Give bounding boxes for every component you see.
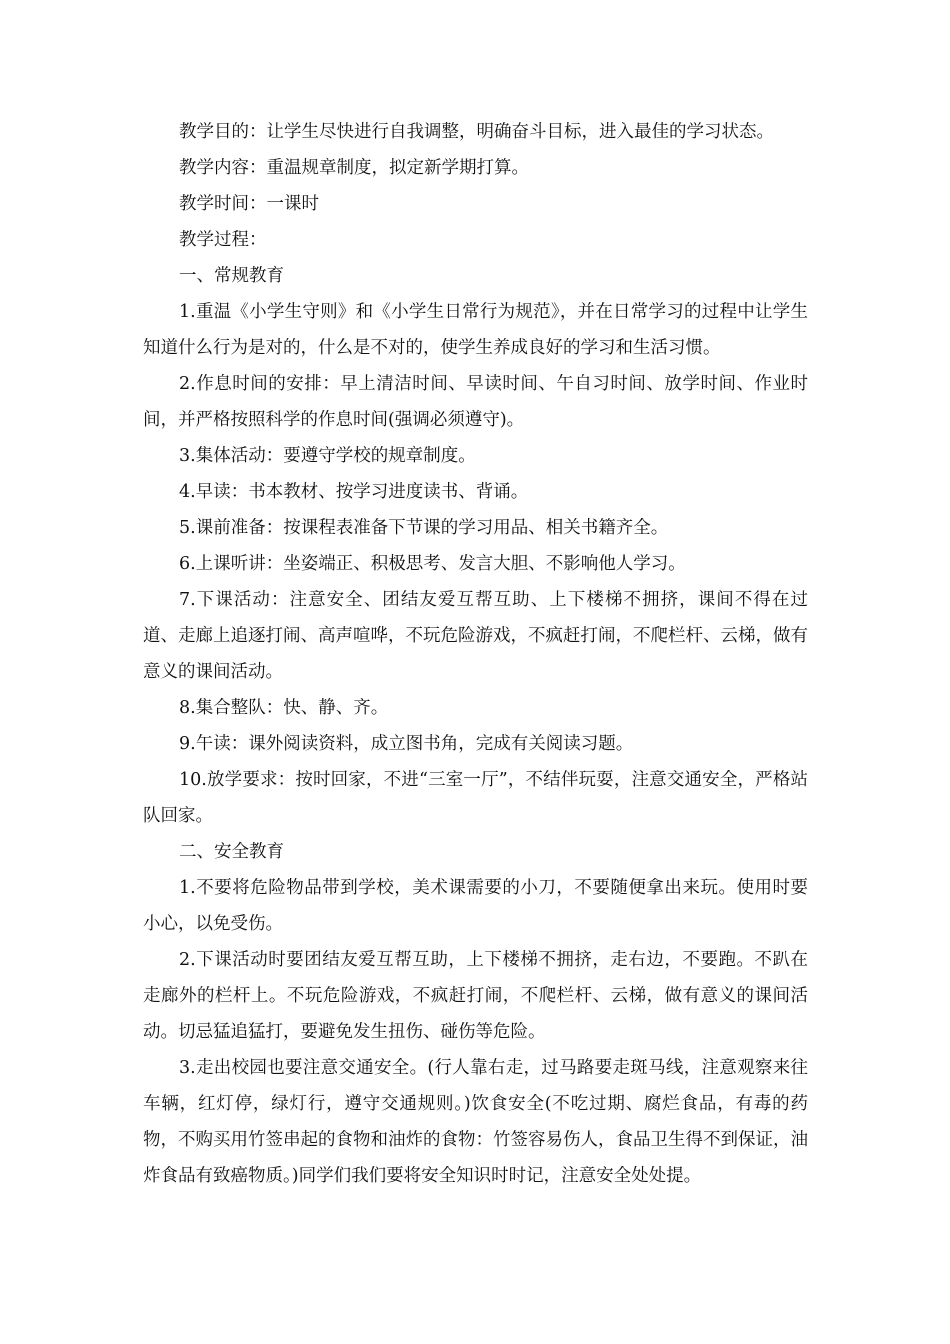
paragraph-teaching-process: 教学过程： — [179, 230, 267, 250]
section-heading-routine: 一、常规教育 — [179, 266, 284, 286]
list-item: 3.走出校园也要注意交通安全。(行人靠右走，过马路要走斑马线，注意观察来往车辆，红灯停，绿灯行，遵守交通规则。)饮食安全(不吃过期、腐烂食品，有毒的药物，不购买用竹签串起的食物和油炸的食物：竹签容易伤人，食品卫生得不到保证，油炸食品有致癌物质。)同学们我们要将安全知识时时记，注意安全处处提。 — [143, 1058, 808, 1186]
list-item: 8.集合整队：快、静、齐。 — [179, 698, 389, 718]
list-item: 5.课前准备：按课程表准备下节课的学习用品、相关书籍齐全。 — [179, 518, 669, 538]
list-item: 4.早读：书本教材、按学习进度读书、背诵。 — [179, 482, 529, 502]
list-item: 9.午读：课外阅读资料，成立图书角，完成有关阅读习题。 — [179, 734, 634, 754]
paragraph-teaching-goal: 教学目的：让学生尽快进行自我调整，明确奋斗目标，进入最佳的学习状态。 — [179, 122, 774, 142]
list-item: 6.上课听讲：坐姿端正、积极思考、发言大胆、不影响他人学习。 — [179, 554, 686, 574]
paragraph-teaching-content: 教学内容：重温规章制度，拟定新学期打算。 — [179, 158, 529, 178]
list-item: 1.不要将危险物品带到学校，美术课需要的小刀，不要随便拿出来玩。使用时要小心，以免受伤。 — [143, 878, 808, 934]
list-item: 3.集体活动：要遵守学校的规章制度。 — [179, 446, 476, 466]
document-body — [143, 114, 808, 1194]
paragraph-teaching-time: 教学时间：一课时 — [179, 194, 319, 214]
list-item: 2.下课活动时要团结友爱互帮互助，上下楼梯不拥挤，走右边，不要跑。不趴在走廊外的栏杆上。不玩危险游戏，不疯赶打闹，不爬栏杆、云梯，做有意义的课间活动。切忌猛追猛打，要避免发生扭伤、碰伤等危险。 — [143, 950, 808, 1042]
list-item: 10.放学要求：按时回家，不进“三室一厅”，不结伴玩耍，注意交通安全，严格站队回家。 — [143, 770, 808, 826]
section-heading-safety: 二、安全教育 — [179, 842, 284, 862]
list-item: 2.作息时间的安排：早上清洁时间、早读时间、午自习时间、放学时间、作业时间，并严格按照科学的作息时间(强调必须遵守)。 — [143, 374, 808, 430]
list-item: 7.下课活动：注意安全、团结友爱互帮互助、上下楼梯不拥挤，课间不得在过道、走廊上追逐打闹、高声喧哗，不玩危险游戏，不疯赶打闹，不爬栏杆、云梯，做有意义的课间活动。 — [143, 590, 808, 682]
list-item: 1.重温《小学生守则》和《小学生日常行为规范》，并在日常学习的过程中让学生知道什么行为是对的，什么是不对的，使学生养成良好的学习和生活习惯。 — [143, 302, 808, 358]
